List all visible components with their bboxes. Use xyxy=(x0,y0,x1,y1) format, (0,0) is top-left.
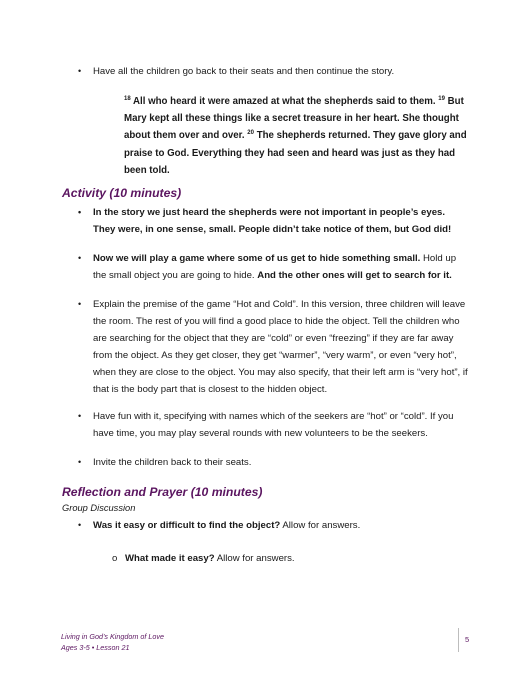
bullet-line: when they are close to the object. You may also specify, that their left arm is “very hot”, if xyxy=(93,367,468,378)
bullet-text: Invite the children back to their seats. xyxy=(93,457,252,468)
activity-heading: Activity (10 minutes) xyxy=(62,186,182,200)
bullet-dot: • xyxy=(78,207,82,217)
bold-text: What made it easy? xyxy=(125,553,215,564)
plain-text: Hold up xyxy=(420,253,457,264)
bold-text: Now we will play a game where some of us get to hide something small. xyxy=(93,253,421,264)
bullet-line xyxy=(93,267,456,284)
bold-text: Was it easy or difficult to find the object? xyxy=(93,520,281,531)
bullet-line: Explain the premise of the game “Hot and Cold”. In this version, three children will leave xyxy=(93,299,466,310)
bullet-line: In the story we just heard the shepherds were not important in people’s eyes. xyxy=(93,207,446,218)
scripture-line-5: been told. xyxy=(124,164,170,176)
reflection-heading: Reflection and Prayer (10 minutes) xyxy=(62,485,263,499)
bullet-line: from the object. As they get closer, they get “warmer”, “very warm”, or even “very hot”, xyxy=(93,350,457,361)
bullet-text xyxy=(93,204,451,238)
scripture-line-1 xyxy=(124,93,476,110)
bullet-text xyxy=(93,517,360,534)
plain-text: the small object you are going to hide. xyxy=(93,270,258,281)
footer xyxy=(61,632,164,653)
bullet-dot: • xyxy=(78,411,82,421)
circle-bullet-icon: o xyxy=(112,553,118,564)
scripture-line-3 xyxy=(124,127,476,144)
verse-number: 20 xyxy=(247,130,254,137)
bullet-text xyxy=(93,408,453,442)
footer-subtitle: Ages 3-5 • Lesson 21 xyxy=(61,642,130,652)
page-number-divider xyxy=(458,628,459,652)
verse-text: The shepherds returned. They gave glory and xyxy=(256,130,467,142)
bullet-text xyxy=(93,250,456,284)
page-number: 5 xyxy=(465,635,470,644)
bullet-line: have time, you may play several rounds with new volunteers to be the seekers. xyxy=(93,428,428,439)
group-discussion-subhead: Group Discussion xyxy=(62,503,136,513)
scripture-line-2: Mary kept all these things like a secret treasure in her heart. She thought xyxy=(124,113,459,125)
bullet-line xyxy=(93,250,456,267)
bullet-dot: • xyxy=(78,66,82,76)
bullet-dot: • xyxy=(78,457,82,467)
bullet-dot: • xyxy=(78,520,82,530)
bullet-line: the room. The rest of you will find a good place to hide the object. Tell the children who xyxy=(93,316,460,327)
verse-text: But xyxy=(447,96,464,107)
plain-text: Allow for answers. xyxy=(214,553,295,564)
bullet-dot: • xyxy=(78,299,82,309)
verse-number: 18 xyxy=(124,95,131,102)
bullet-line: that is the body part that is closest to the hidden object. xyxy=(93,384,328,395)
bullet-line: are searching for the object that they are “cold” or even “freezing” if they are far away xyxy=(93,333,454,344)
bold-text: And the other ones will get to search for it. xyxy=(257,270,452,281)
bullet-text xyxy=(125,550,295,567)
bullet-line: Have fun with it, specifying with names which of the seekers are “hot” or “cold”. If you xyxy=(93,411,454,422)
verse-text: about them over and over. xyxy=(124,130,245,142)
bullet-line: They were, in one sense, small. People didn’t take notice of them, but God did! xyxy=(93,224,452,235)
verse-number: 19 xyxy=(438,95,445,102)
verse-text: All who heard it were amazed at what the shepherds said to them. xyxy=(133,96,436,107)
intro-bullet-text: Have all the children go back to their seats and then continue the story. xyxy=(93,66,395,77)
scripture-passage xyxy=(124,93,476,179)
footer-title: Living in God’s Kingdom of Love xyxy=(61,632,164,641)
bullet-dot: • xyxy=(78,253,82,263)
bullet-text xyxy=(93,296,468,398)
plain-text: Allow for answers. xyxy=(280,520,361,531)
scripture-line-4: praise to God. Everything they had seen and heard was just as they had xyxy=(124,147,456,159)
